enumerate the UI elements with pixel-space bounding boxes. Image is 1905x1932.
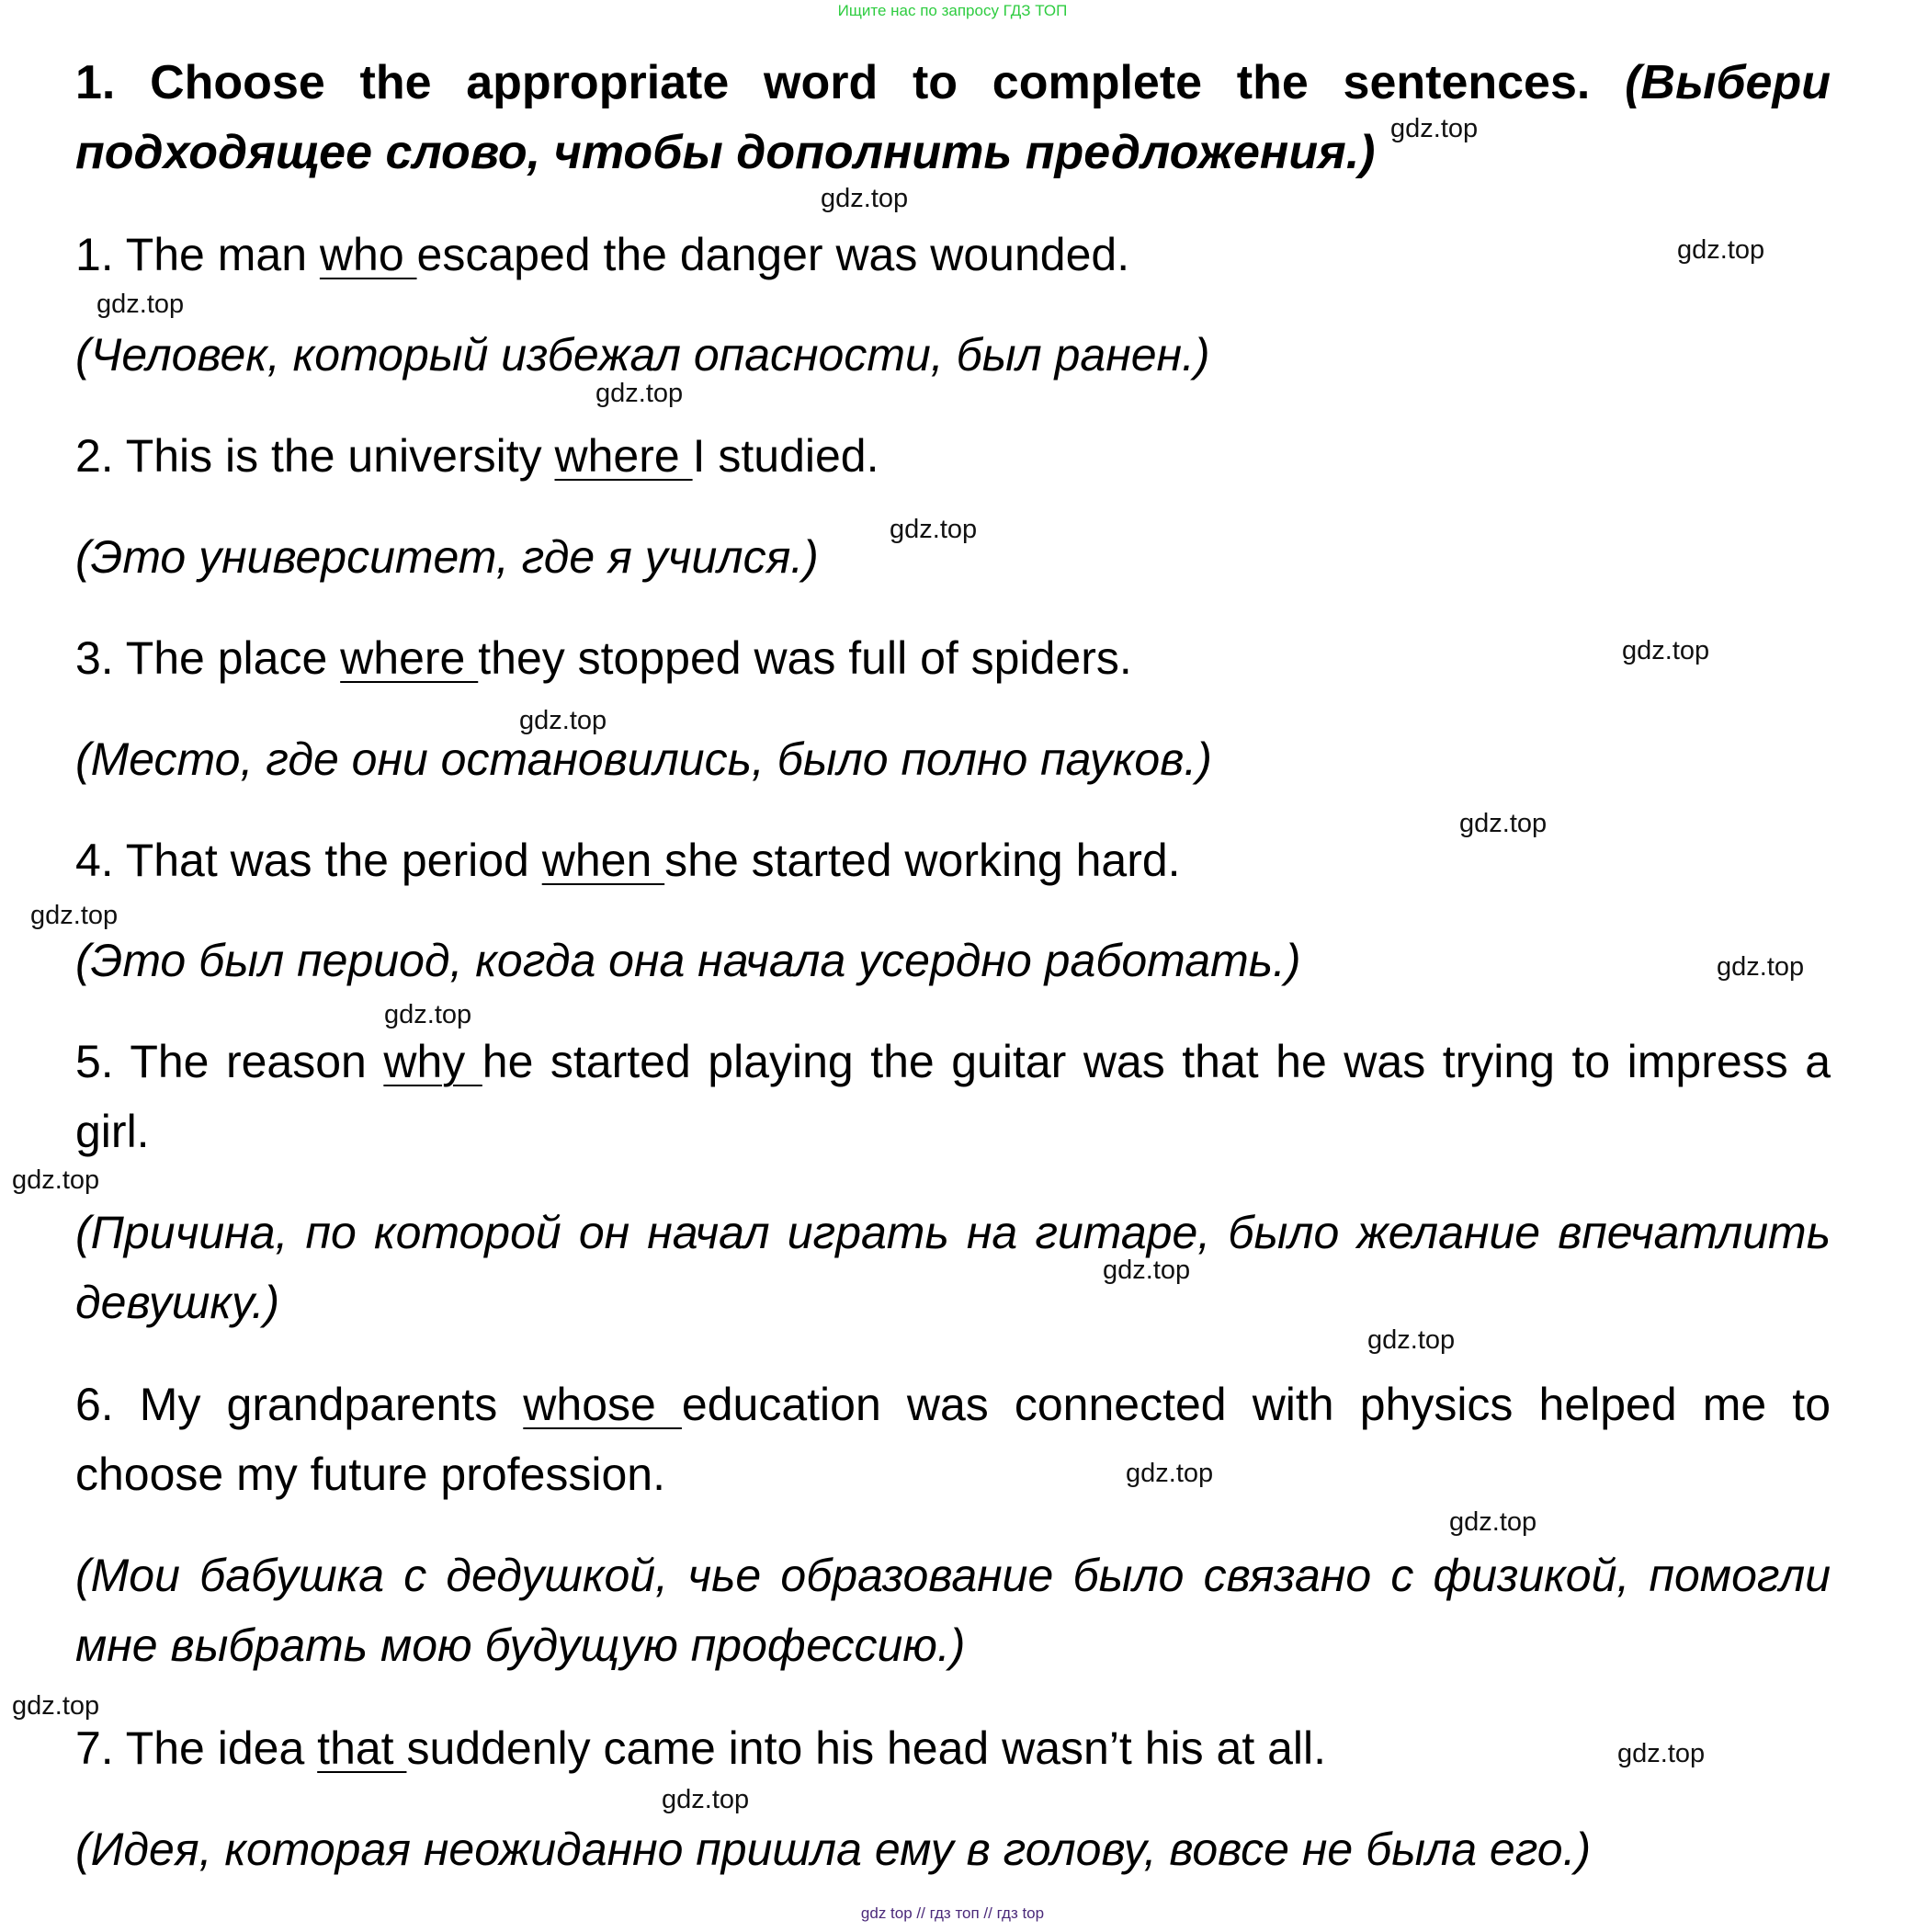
sentence-number: 1.: [75, 229, 126, 280]
translation-6: (Мои бабушка с дедушкой, чье образование было связано с физикой, помогли мне выбрать мою будущую профессию.): [75, 1550, 1831, 1671]
sentence-before: This is the university: [125, 430, 555, 482]
translation-4: (Это был период, когда она начала усердно работать.): [75, 935, 1301, 986]
watermark: gdz.top: [12, 1165, 100, 1195]
watermark: gdz.top: [1717, 952, 1805, 982]
watermark: gdz.top: [1617, 1739, 1706, 1768]
translation-7: (Идея, которая неожиданно пришла ему в голову, вовсе не была его.): [75, 1824, 1592, 1875]
sentence-4: [75, 825, 1831, 895]
watermark: gdz.top: [519, 706, 607, 735]
sentence-number: 3.: [75, 632, 126, 684]
answer-word: whose: [523, 1379, 682, 1430]
watermark: gdz.top: [96, 290, 185, 319]
sentence-5: [75, 1027, 1831, 1166]
top-banner: Ищите нас по запросу ГДЗ ТОП: [837, 2, 1068, 19]
watermark: gdz.top: [1459, 809, 1548, 838]
sentence-after: I studied.: [692, 430, 879, 482]
sentence-after: escaped the danger was wounded.: [416, 229, 1130, 280]
answer-word: why: [383, 1036, 482, 1087]
sentence-before: That was the period: [125, 835, 542, 886]
sentence-2: [75, 421, 1831, 491]
answer-word: who: [319, 229, 417, 280]
sentence-after: education was connected with physics helped me to choose my future profession.: [75, 1379, 1831, 1500]
sentence-3: [75, 623, 1831, 693]
watermark: gdz.top: [890, 515, 978, 544]
sentence-number: 7.: [75, 1722, 126, 1774]
watermark: gdz.top: [595, 379, 684, 408]
watermark: gdz.top: [1103, 1256, 1191, 1285]
answer-word: that: [317, 1722, 407, 1774]
watermark: gdz.top: [821, 184, 909, 213]
watermark: gdz.top: [30, 901, 119, 930]
sentence-before: The reason: [130, 1036, 384, 1087]
watermark: gdz.top: [12, 1691, 100, 1721]
watermark: gdz.top: [1390, 114, 1479, 143]
sentence-1: [75, 220, 1831, 290]
sentence-after: he started playing the guitar was that he was trying to impress a girl.: [75, 1036, 1831, 1157]
answer-word: where: [554, 430, 693, 482]
sentence-number: 5.: [75, 1036, 130, 1087]
watermark: gdz.top: [1367, 1325, 1456, 1355]
sentence-7: [75, 1713, 1831, 1783]
watermark: gdz.top: [1126, 1459, 1214, 1488]
answer-word: when: [541, 835, 665, 886]
title-ru: (Выбери подходящее слово, чтобы дополнить предложения.): [75, 56, 1831, 179]
watermark: gdz.top: [1449, 1507, 1537, 1537]
answer-word: where: [340, 632, 479, 684]
translation-1: (Человек, который избежал опасности, был ранен.): [75, 329, 1210, 381]
footer: gdz top // гдз топ // гдз top: [860, 1904, 1045, 1922]
watermark: gdz.top: [1677, 235, 1765, 265]
watermark: gdz.top: [1622, 636, 1710, 665]
sentence-6: [75, 1369, 1831, 1509]
sentence-after: suddenly came into his head wasn’t his at all.: [406, 1722, 1327, 1774]
sentence-after: she started working hard.: [664, 835, 1181, 886]
sentence-number: 2.: [75, 430, 126, 482]
exercise-title: [75, 48, 1831, 188]
sentence-before: The man: [125, 229, 320, 280]
sentence-before: The idea: [125, 1722, 318, 1774]
sentence-number: 6.: [75, 1379, 140, 1430]
translation-2: (Это университет, где я учился.): [75, 531, 819, 583]
title-en: 1. Choose the appropriate word to complete the sentences.: [75, 56, 1591, 109]
sentence-after: they stopped was full of spiders.: [478, 632, 1132, 684]
watermark: gdz.top: [384, 1000, 472, 1029]
watermark: gdz.top: [662, 1785, 750, 1814]
sentence-before: My grandparents: [139, 1379, 524, 1430]
translation-5: (Причина, по которой он начал играть на гитаре, было желание впечатлить девушку.): [75, 1207, 1831, 1328]
sentence-number: 4.: [75, 835, 126, 886]
sentence-before: The place: [125, 632, 341, 684]
translation-3: (Место, где они остановились, было полно пауков.): [75, 733, 1212, 785]
